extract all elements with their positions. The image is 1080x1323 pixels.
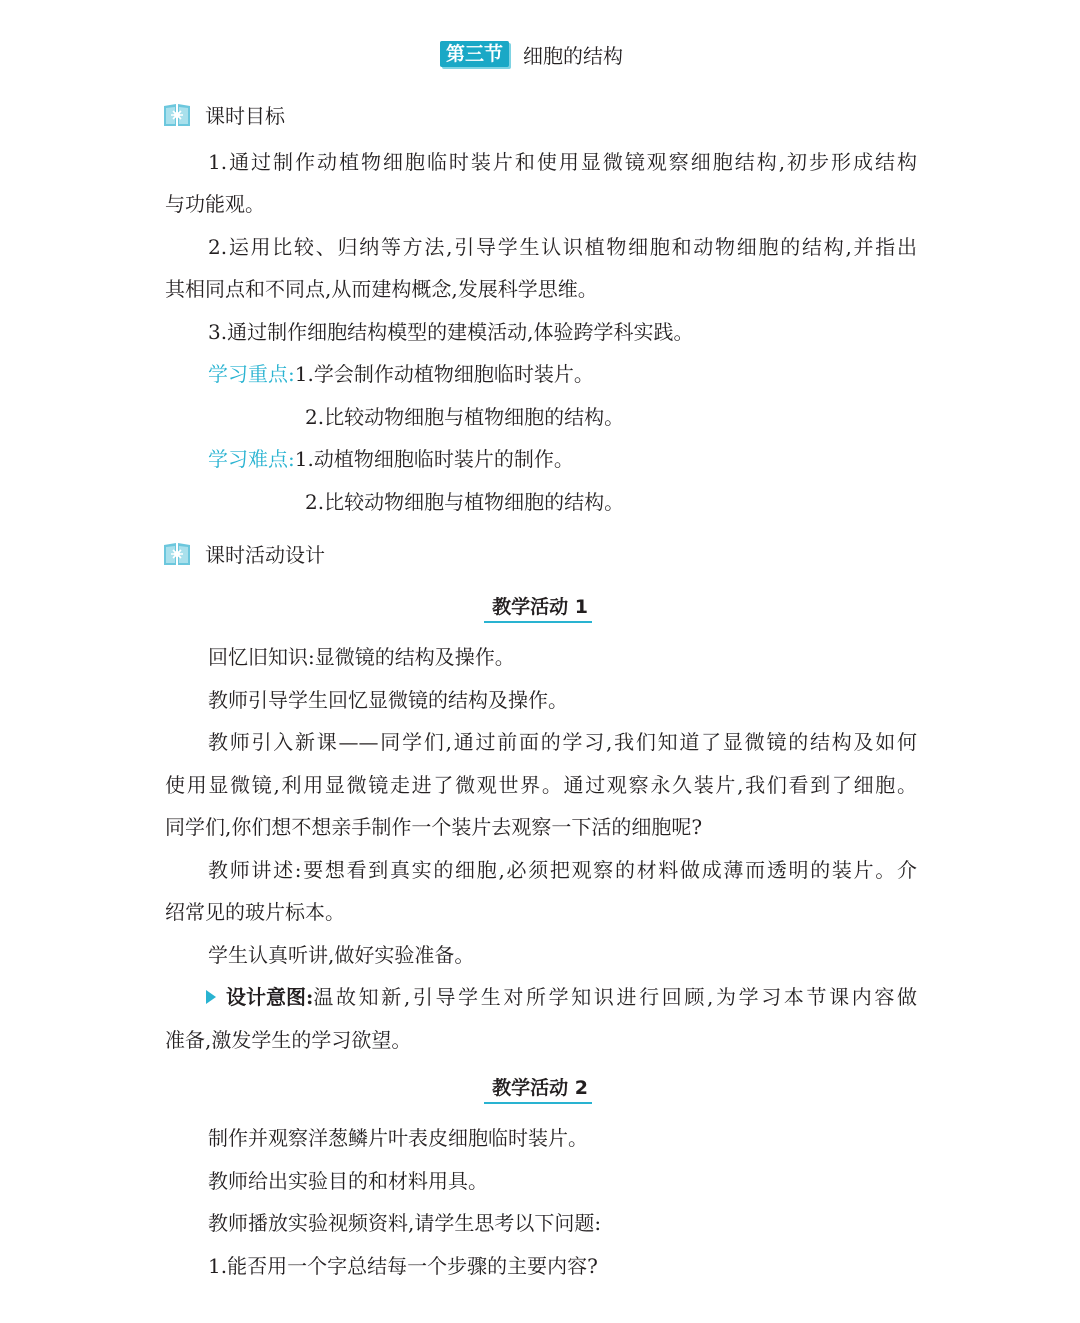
key-points-row: [208, 360, 917, 388]
activity-1-line-3: 教师引入新课——同学们,通过前面的学习,我们知道了显微镜的结构及如何: [208, 730, 917, 754]
activity-1-line-7: 绍常见的玻片标本。: [165, 900, 345, 924]
activity-2-line-3: 教师播放实验视频资料,请学生思考以下问题:: [208, 1211, 602, 1235]
activity-1-title: 教学活动 1: [488, 592, 592, 623]
activity-1-line-6: 教师讲述:要想看到真实的细胞,必须把观察的材料做成薄而透明的装片。介: [208, 858, 917, 882]
section-header: [440, 38, 623, 70]
heading-design: [163, 537, 325, 569]
section-title: 细胞的结构: [523, 43, 624, 68]
activity-2-heading: [0, 1073, 1080, 1104]
section-badge: 第三节: [440, 41, 509, 67]
activity-2-line-4: 1.能否用一个字总结每一个步骤的主要内容?: [208, 1254, 598, 1278]
goal-2-line-1: 2.运用比较、归纳等方法,引导学生认识植物细胞和动物细胞的结构,并指出: [208, 235, 917, 259]
difficult-point-2: 2.比较动物细胞与植物细胞的结构。: [305, 490, 625, 514]
design-intent-label: 设计意图:: [226, 985, 314, 1009]
heading-goals-text: 课时目标: [205, 103, 285, 128]
triangle-marker-icon: [206, 990, 216, 1004]
book-icon: [163, 539, 191, 567]
key-point-2: 2.比较动物细胞与植物细胞的结构。: [305, 405, 625, 429]
activity-1-line-8: 学生认真听讲,做好实验准备。: [208, 943, 475, 967]
activity-1-line-5: 同学们,你们想不想亲手制作一个装片去观察一下活的细胞呢?: [165, 815, 703, 839]
goal-2-line-2: 其相同点和不同点,从而建构概念,发展科学思维。: [165, 277, 598, 301]
design-intent-line-2: 准备,激发学生的学习欲望。: [165, 1028, 412, 1052]
key-point-1: 1.学会制作动植物细胞临时装片。: [294, 362, 594, 386]
difficult-points-label: 学习难点:: [208, 447, 295, 471]
activity-2-title: 教学活动 2: [488, 1073, 592, 1104]
activity-1-heading: [0, 592, 1080, 623]
activity-1-line-4: 使用显微镜,利用显微镜走进了微观世界。通过观察永久装片,我们看到了细胞。: [165, 773, 917, 797]
heading-goals: [163, 98, 285, 130]
goal-1-line-2: 与功能观。: [165, 192, 265, 216]
goal-1-line-1: 1.通过制作动植物细胞临时装片和使用显微镜观察细胞结构,初步形成结构: [208, 150, 917, 174]
activity-2-line-1: 制作并观察洋葱鳞片叶表皮细胞临时装片。: [208, 1126, 588, 1150]
key-points-label: 学习重点:: [208, 362, 295, 386]
activity-1-line-1: 回忆旧知识:显微镜的结构及操作。: [208, 645, 515, 669]
activity-2-line-2: 教师给出实验目的和材料用具。: [208, 1169, 488, 1193]
design-intent-line-1: 温故知新,引导学生对所学知识进行回顾,为学习本节课内容做: [313, 985, 917, 1009]
activity-1-line-2: 教师引导学生回忆显微镜的结构及操作。: [208, 688, 568, 712]
heading-design-text: 课时活动设计: [205, 542, 325, 567]
goal-3: 3.通过制作细胞结构模型的建模活动,体验跨学科实践。: [208, 320, 694, 344]
book-icon: [163, 100, 191, 128]
difficult-point-1: 1.动植物细胞临时装片的制作。: [294, 447, 574, 471]
difficult-points-row: [208, 445, 917, 473]
design-intent-row: [208, 983, 917, 1011]
design-intent-head: [206, 983, 313, 1011]
